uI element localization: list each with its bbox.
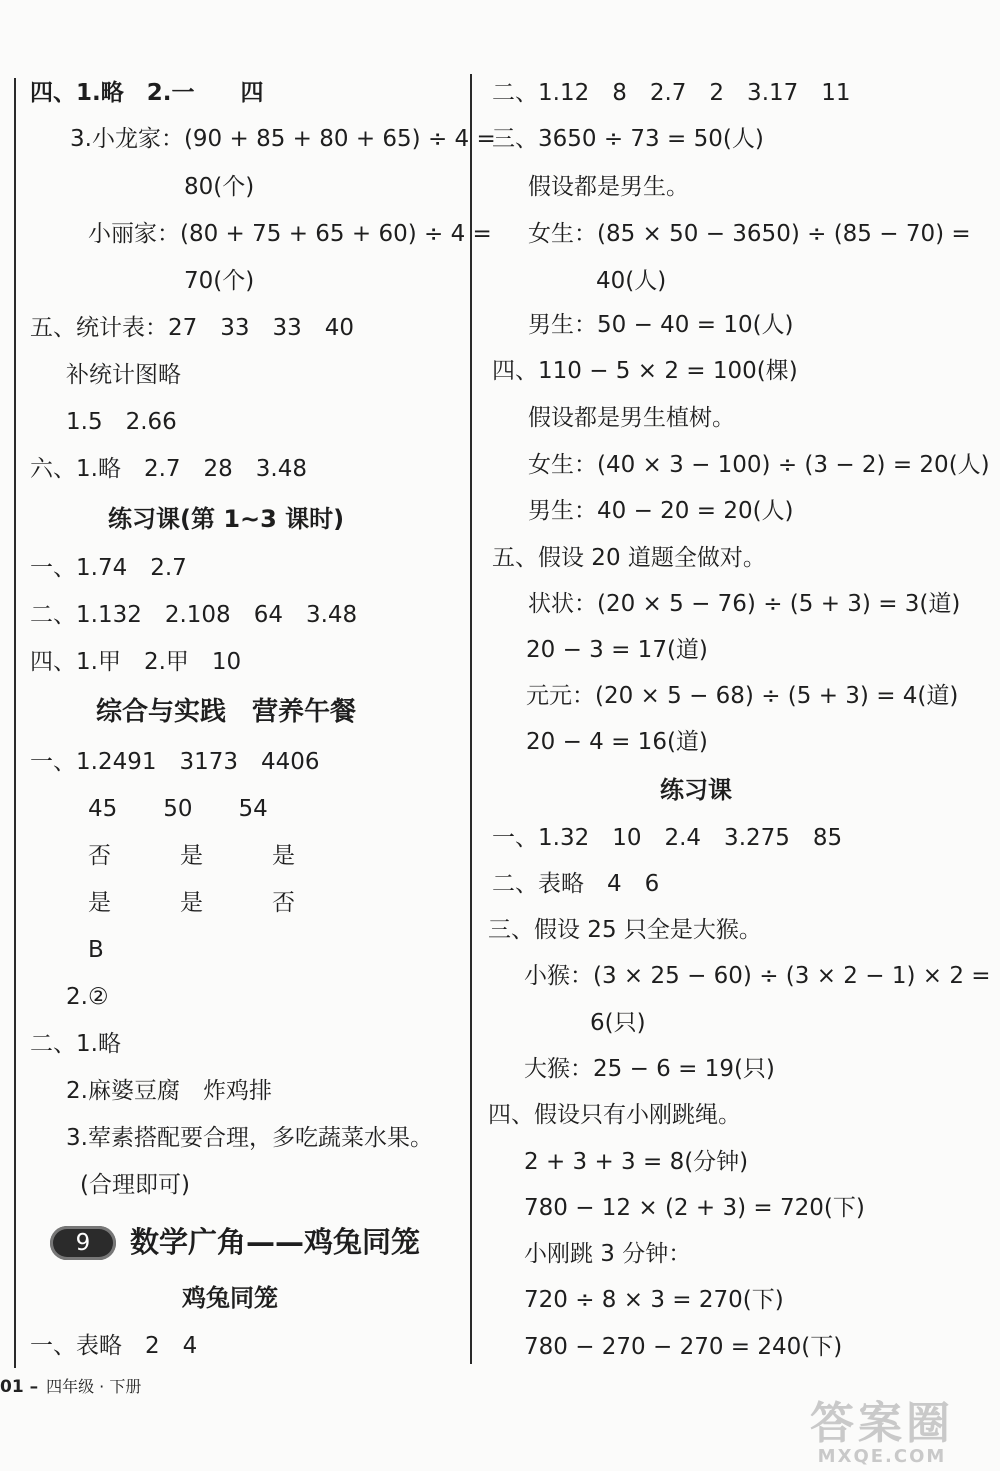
answer-line: 五、统计表：27 33 33 40 [30,315,355,341]
answer-line: 2 + 3 + 3 = 8(分钟) [524,1149,749,1175]
answer-line: B [88,937,104,963]
answer-line: 小猴：(3 × 25 − 60) ÷ (3 × 2 − 1) × 2 = [524,963,991,989]
answer-line: 一、1.32 10 2.4 3.275 85 [492,825,843,851]
answer-line: 补统计图略 [66,362,181,388]
answer-line: 一、表略 2 4 [30,1333,198,1359]
column-divider [470,74,472,1364]
answer-line: 一、1.2491 3173 4406 [30,749,320,775]
answer-line: 6(只) [590,1010,646,1036]
answer-line: 小刚跳 3 分钟： [524,1241,692,1267]
answer-line: 四、1.略 2.一 四 [30,80,264,106]
answer-line: 是 是 否 [88,890,295,916]
answer-line: 二、表略 4 6 [492,871,660,897]
page-footer [0,1374,141,1397]
grade-label: 四年级 · 下册 [46,1377,142,1396]
watermark [770,1400,994,1468]
answer-line: 2.麻婆豆腐 炸鸡排 [66,1078,272,1104]
answer-line: 780 − 12 × (2 + 3) = 720(下) [524,1195,865,1221]
answer-line: 80(个) [184,174,255,200]
answer-line: 假设都是男生植树。 [528,405,735,431]
answer-line: 男生：50 − 40 = 10(人) [528,312,794,338]
answer-line: 2.② [66,984,109,1010]
answer-line: 三、3650 ÷ 73 = 50(人) [492,126,764,152]
chapter-title: 数学广角——鸡兔同笼 [130,1225,421,1259]
watermark-url: MXQE.COM [817,1446,947,1467]
section-heading: 练习课(第 1~3 课时) [108,505,345,533]
answer-line: 720 ÷ 8 × 3 = 270(下) [524,1287,784,1313]
answer-line: 3.荤素搭配要合理，多吃蔬菜水果。 [66,1125,433,1151]
answer-line: 3.小龙家：(90 + 85 + 80 + 65) ÷ 4 = [70,126,496,152]
left-margin-rule [14,78,16,1368]
answer-line: 二、1.略 [30,1031,121,1057]
page-number: 01 – [0,1377,39,1397]
section-heading: 练习课 [660,776,732,804]
section-heading: 综合与实践 营养午餐 [96,697,357,727]
answer-line: 70(个) [184,268,255,294]
answer-line: 780 − 270 − 270 = 240(下) [524,1334,843,1360]
answer-line: 小丽家：(80 + 75 + 65 + 60) ÷ 4 = [88,221,492,247]
answer-line: 男生：40 − 20 = 20(人) [528,498,794,524]
answer-line: 四、110 − 5 × 2 = 100(棵) [492,358,798,384]
answer-line: 元元：(20 × 5 − 68) ÷ (5 + 3) = 4(道) [526,683,959,709]
answer-line: 大猴：25 − 6 = 19(只) [524,1056,775,1082]
answer-line: 二、1.132 2.108 64 3.48 [30,602,358,628]
answer-line: 一、1.74 2.7 [30,555,187,581]
answer-line: 40(人) [596,268,667,294]
answer-line: 20 − 4 = 16(道) [526,729,708,755]
chapter-number-badge: 9 [50,1226,116,1260]
watermark-text: 答案圈 [810,1398,954,1449]
answer-line: 20 − 3 = 17(道) [526,637,708,663]
answer-line: (合理即可) [80,1172,190,1198]
answer-line: 四、假设只有小刚跳绳。 [488,1102,741,1128]
answer-line: 二、1.12 8 2.7 2 3.17 11 [492,80,851,106]
answer-line: 状状：(20 × 5 − 76) ÷ (5 + 3) = 3(道) [528,591,961,617]
answer-line: 五、假设 20 道题全做对。 [492,545,766,571]
answer-line: 否 是 是 [88,843,295,869]
answer-line: 三、假设 25 只全是大猴。 [488,917,762,943]
answer-line: 假设都是男生。 [528,174,689,200]
answer-line: 1.5 2.66 [66,409,177,435]
answer-line: 四、1.甲 2.甲 10 [30,649,242,675]
answer-line: 女生：(85 × 50 − 3650) ÷ (85 − 70) = [528,221,971,247]
answer-line: 六、1.略 2.7 28 3.48 [30,456,307,482]
answer-line: 女生：(40 × 3 − 100) ÷ (3 − 2) = 20(人) [528,452,990,478]
section-heading: 鸡兔同笼 [182,1284,278,1312]
answer-line: 45 50 54 [88,796,268,822]
